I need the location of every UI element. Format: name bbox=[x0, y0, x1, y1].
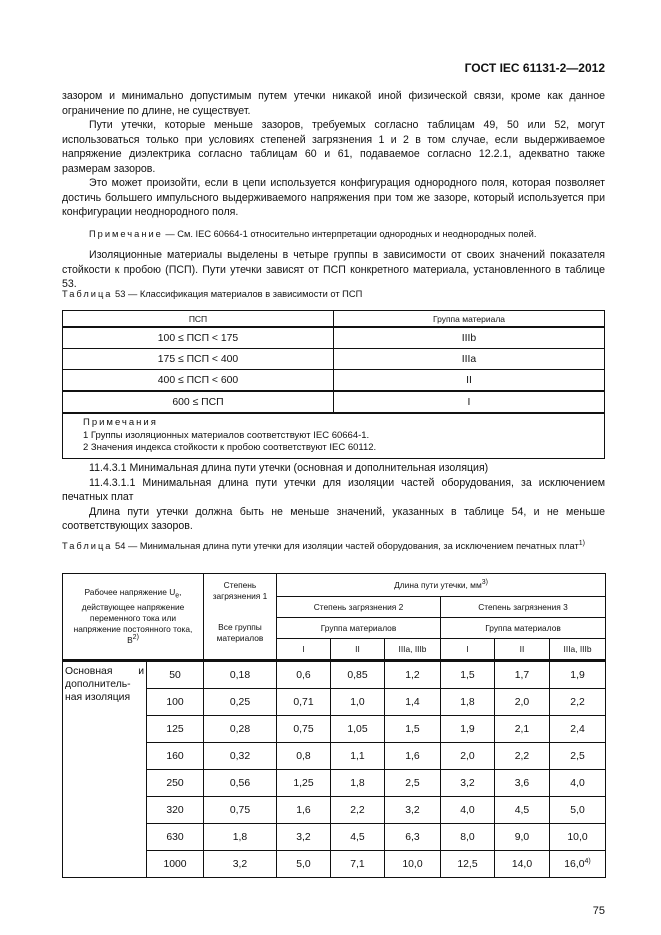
table-53 bbox=[62, 310, 605, 459]
cell-value: 1,6 bbox=[296, 804, 311, 816]
cell bbox=[331, 743, 385, 770]
row-label-line: ная изоляция bbox=[65, 692, 131, 703]
cell bbox=[204, 716, 277, 743]
note-item: 2 Значения индекса стойкости к пробою соответствуют IEC 60112. bbox=[83, 442, 377, 453]
note-label: Примечание bbox=[89, 228, 163, 239]
cell bbox=[550, 689, 606, 716]
cell: IIIa bbox=[334, 349, 605, 370]
cell bbox=[147, 851, 204, 878]
cell bbox=[277, 770, 331, 797]
cell-value: 2,0 bbox=[514, 696, 530, 708]
header-pd2: Степень загрязнения 2 bbox=[277, 597, 441, 618]
page-number: 75 bbox=[592, 905, 605, 917]
cell-value: 2,2 bbox=[570, 696, 585, 708]
cell-value: 0,75 bbox=[293, 723, 314, 735]
header-length bbox=[277, 574, 606, 597]
subscript: e bbox=[175, 592, 180, 600]
cell-value: 1,8 bbox=[232, 831, 248, 843]
cell-value: 0,6 bbox=[296, 669, 311, 681]
table-54 bbox=[62, 573, 605, 878]
cell bbox=[495, 851, 550, 878]
cell bbox=[147, 770, 204, 797]
cell-value: 7,1 bbox=[350, 858, 365, 870]
cell bbox=[204, 661, 277, 689]
cell-value: 125 bbox=[166, 723, 184, 735]
footnote-ref: 4) bbox=[584, 857, 591, 865]
cell-value: 2,4 bbox=[570, 723, 585, 735]
cell bbox=[441, 716, 495, 743]
cell-value: 50 bbox=[169, 669, 181, 681]
cell-value: 0,25 bbox=[229, 696, 251, 708]
caption-label: Таблица bbox=[62, 289, 113, 299]
cell bbox=[495, 689, 550, 716]
header-group: Группа материалов bbox=[441, 618, 606, 639]
cell bbox=[331, 661, 385, 689]
cell bbox=[550, 716, 606, 743]
cell-value: 0,32 bbox=[229, 750, 251, 762]
cell-value: 3,2 bbox=[460, 777, 475, 789]
header-material-group: II bbox=[495, 639, 550, 661]
cell-value: 4,5 bbox=[350, 831, 365, 843]
cell bbox=[147, 743, 204, 770]
cell-value: 1,25 bbox=[293, 777, 314, 789]
cell-value: 1,8 bbox=[350, 777, 365, 789]
row-label bbox=[63, 661, 147, 878]
header-text: Рабочее напряжение U bbox=[84, 587, 176, 598]
cell bbox=[495, 824, 550, 851]
cell bbox=[550, 743, 606, 770]
cell-value: 0,8 bbox=[296, 750, 311, 762]
cell-value: 1,5 bbox=[405, 723, 420, 735]
cell-value: 5,0 bbox=[570, 804, 585, 816]
cell-value: 630 bbox=[166, 831, 184, 843]
cell bbox=[277, 661, 331, 689]
cell-value: 1,9 bbox=[460, 723, 475, 735]
cell bbox=[385, 851, 441, 878]
cell bbox=[204, 824, 277, 851]
cell bbox=[441, 824, 495, 851]
cell-value: 3,6 bbox=[514, 777, 530, 789]
cell bbox=[550, 770, 606, 797]
cell bbox=[550, 851, 606, 878]
header-material-group: II bbox=[331, 639, 385, 661]
cell-value: 2,5 bbox=[570, 750, 585, 762]
cell-value: 100 bbox=[166, 696, 184, 708]
header-cell: Группа материала bbox=[334, 311, 605, 328]
cell: 175 ≤ ПСП < 400 bbox=[63, 349, 334, 370]
cell bbox=[550, 824, 606, 851]
cell bbox=[331, 689, 385, 716]
caption-label: Таблица bbox=[62, 541, 113, 551]
cell: IIIb bbox=[334, 327, 605, 349]
cell bbox=[147, 824, 204, 851]
header-all-groups: Все группы материалов bbox=[204, 618, 277, 661]
cell bbox=[277, 824, 331, 851]
cell-value: 320 bbox=[166, 804, 184, 816]
table-row bbox=[63, 391, 605, 413]
table-row bbox=[63, 327, 605, 349]
cell-value: 6,3 bbox=[405, 831, 420, 843]
cell bbox=[441, 743, 495, 770]
cell: II bbox=[334, 370, 605, 392]
note-text: — См. IEC 60664-1 относительно интерпретации однородных и неоднородных полей. bbox=[162, 228, 537, 239]
caption-text: 53 — Классификация материалов в зависимости от ПСП bbox=[112, 289, 363, 299]
cell-value: 0,85 bbox=[347, 669, 368, 681]
header-pd3: Степень загрязнения 3 bbox=[441, 597, 606, 618]
header-cell: ПСП bbox=[63, 311, 334, 328]
paragraph: Длина пути утечки должна быть не меньше значений, указанных в таблице 54, и не меньше соответствующих зазоров. bbox=[62, 505, 605, 532]
cell-value: 10,0 bbox=[402, 858, 423, 870]
cell bbox=[147, 716, 204, 743]
cell bbox=[385, 716, 441, 743]
row-label-line: Основная и bbox=[65, 666, 144, 677]
cell-value: 1,9 bbox=[570, 669, 585, 681]
cell-value: 0,75 bbox=[229, 804, 251, 816]
cell bbox=[441, 770, 495, 797]
cell-value: 2,0 bbox=[460, 750, 475, 762]
table-row bbox=[63, 349, 605, 370]
note-item: 1 Группы изоляционных материалов соответствуют IEC 60664-1. bbox=[83, 429, 370, 441]
header-text: , действующее напряжение переменного тока или напряжение постоянного тока, В bbox=[73, 587, 193, 645]
paragraph: Пути утечки, которые меньше зазоров, требуемых согласно таблицам 49, 50 или 52, могут использоваться только при условиях степеней загрязнения 1 и 2 в том случае, если выдерживаемое напряжение диэлектрика согласно таблицам 60 и 61, подаваемое согласно 12.2.1, адекватно также размерам зазоров. bbox=[62, 119, 605, 175]
cell bbox=[385, 824, 441, 851]
cell: 400 ≤ ПСП < 600 bbox=[63, 370, 334, 392]
table-notes bbox=[63, 413, 605, 458]
cell bbox=[331, 851, 385, 878]
cell-value: 3,2 bbox=[296, 831, 311, 843]
footnote-ref: 3) bbox=[481, 578, 488, 586]
cell-value: 2,1 bbox=[514, 723, 530, 735]
section-heading: 11.4.3.1.1 Минимальная длина пути утечки для изоляции частей оборудования, за исключением печатных плат bbox=[62, 476, 605, 503]
header-material-group: IIIa, IIIb bbox=[550, 639, 606, 661]
cell bbox=[147, 689, 204, 716]
paragraph: Это может произойти, если в цепи используется конфигурация однородного поля, которая позволяет достичь большего импульсного выдерживаемого напряжения при том же зазоре, который используется при конфигурации неоднородного поля. bbox=[62, 177, 605, 218]
table53-caption bbox=[62, 289, 605, 299]
cell bbox=[147, 661, 204, 689]
cell bbox=[495, 770, 550, 797]
cell bbox=[277, 851, 331, 878]
cell-value: 1,2 bbox=[405, 669, 420, 681]
cell bbox=[495, 797, 550, 824]
cell-value: 4,0 bbox=[460, 804, 475, 816]
cell bbox=[550, 661, 606, 689]
cell bbox=[385, 797, 441, 824]
row-label-line: дополнитель- bbox=[65, 679, 131, 690]
cell bbox=[331, 797, 385, 824]
cell bbox=[204, 689, 277, 716]
table-row bbox=[63, 370, 605, 392]
table54-caption bbox=[62, 540, 605, 553]
cell-value: 3,2 bbox=[405, 804, 420, 816]
note bbox=[62, 227, 605, 242]
cell bbox=[277, 689, 331, 716]
cell-value: 10,0 bbox=[567, 831, 588, 843]
cell-value: 8,0 bbox=[460, 831, 475, 843]
cell-value: 0,71 bbox=[293, 696, 314, 708]
cell-value: 4,5 bbox=[514, 804, 530, 816]
cell bbox=[385, 743, 441, 770]
cell bbox=[277, 743, 331, 770]
cell bbox=[204, 797, 277, 824]
cell-value: 1,7 bbox=[514, 669, 530, 681]
cell bbox=[331, 770, 385, 797]
section-text bbox=[62, 461, 605, 534]
cell-value: 1,05 bbox=[347, 723, 368, 735]
cell-value: 14,0 bbox=[511, 858, 533, 870]
cell-value: 250 bbox=[166, 777, 184, 789]
cell bbox=[441, 797, 495, 824]
cell-value: 4,0 bbox=[570, 777, 585, 789]
cell bbox=[277, 797, 331, 824]
caption-text: 54 — Минимальная длина пути утечки для изоляции частей оборудования, за исключением печатных плат bbox=[112, 541, 579, 551]
cell-value: 1,4 bbox=[405, 696, 420, 708]
cell bbox=[495, 743, 550, 770]
cell bbox=[495, 716, 550, 743]
cell bbox=[385, 661, 441, 689]
cell bbox=[204, 851, 277, 878]
cell bbox=[147, 797, 204, 824]
footnote-ref: 1) bbox=[578, 540, 585, 547]
cell-value: 160 bbox=[166, 750, 184, 762]
header-text: Длина пути утечки, мм bbox=[394, 579, 482, 590]
section-heading: 11.4.3.1 Минимальная длина пути утечки (основная и дополнительная изоляция) bbox=[89, 462, 489, 474]
header-voltage bbox=[63, 574, 204, 661]
cell bbox=[385, 689, 441, 716]
cell-value: 1,6 bbox=[405, 750, 420, 762]
cell-value: 1000 bbox=[163, 858, 187, 870]
notes-title: Примечания bbox=[83, 417, 158, 428]
footnote-ref: 2) bbox=[132, 633, 139, 641]
cell-value: 3,2 bbox=[232, 858, 248, 870]
cell bbox=[441, 851, 495, 878]
cell-value: 5,0 bbox=[296, 858, 311, 870]
cell bbox=[495, 661, 550, 689]
cell bbox=[204, 743, 277, 770]
paragraph: Изоляционные материалы выделены в четыре группы в зависимости от своих значений показателя стойкости к пробою (ПСП). Пути утечки зависят от ПСП конкретного материала, установленного в таблице 53. bbox=[62, 249, 605, 290]
cell-value: 2,5 bbox=[405, 777, 420, 789]
cell-value: 9,0 bbox=[514, 831, 530, 843]
cell-value: 16,0 bbox=[564, 858, 585, 870]
cell-value: 1,1 bbox=[350, 750, 365, 762]
cell-value: 2,2 bbox=[514, 750, 530, 762]
cell bbox=[550, 797, 606, 824]
cell bbox=[441, 689, 495, 716]
cell-value: 0,28 bbox=[229, 723, 251, 735]
cell-value: 1,5 bbox=[460, 669, 475, 681]
intro-text bbox=[62, 89, 605, 292]
cell-value: 12,5 bbox=[457, 858, 478, 870]
cell-value: 2,2 bbox=[350, 804, 365, 816]
cell: 100 ≤ ПСП < 175 bbox=[63, 327, 334, 349]
cell bbox=[385, 770, 441, 797]
header-material-group: I bbox=[277, 639, 331, 661]
table-row bbox=[63, 661, 606, 689]
cell: 600 ≤ ПСП bbox=[63, 391, 334, 413]
cell-value: 0,18 bbox=[229, 669, 251, 681]
cell-value: 1,8 bbox=[460, 696, 475, 708]
cell bbox=[331, 824, 385, 851]
cell-value: 1,0 bbox=[350, 696, 365, 708]
paragraph: зазором и минимально допустимым путем утечки никакой иной физической связи, кроме как данное ограничение по длине, не существует. bbox=[62, 90, 605, 117]
cell: I bbox=[334, 391, 605, 413]
cell bbox=[331, 716, 385, 743]
cell bbox=[441, 661, 495, 689]
cell bbox=[204, 770, 277, 797]
document-header: ГОСТ IEC 61131-2—2012 bbox=[464, 61, 605, 75]
cell bbox=[277, 716, 331, 743]
header-group: Группа материалов bbox=[277, 618, 441, 639]
header-material-group: IIIa, IIIb bbox=[385, 639, 441, 661]
cell-value: 0,56 bbox=[229, 777, 251, 789]
header-material-group: I bbox=[441, 639, 495, 661]
header-pd1: Степень загрязнения 1 bbox=[204, 574, 277, 618]
